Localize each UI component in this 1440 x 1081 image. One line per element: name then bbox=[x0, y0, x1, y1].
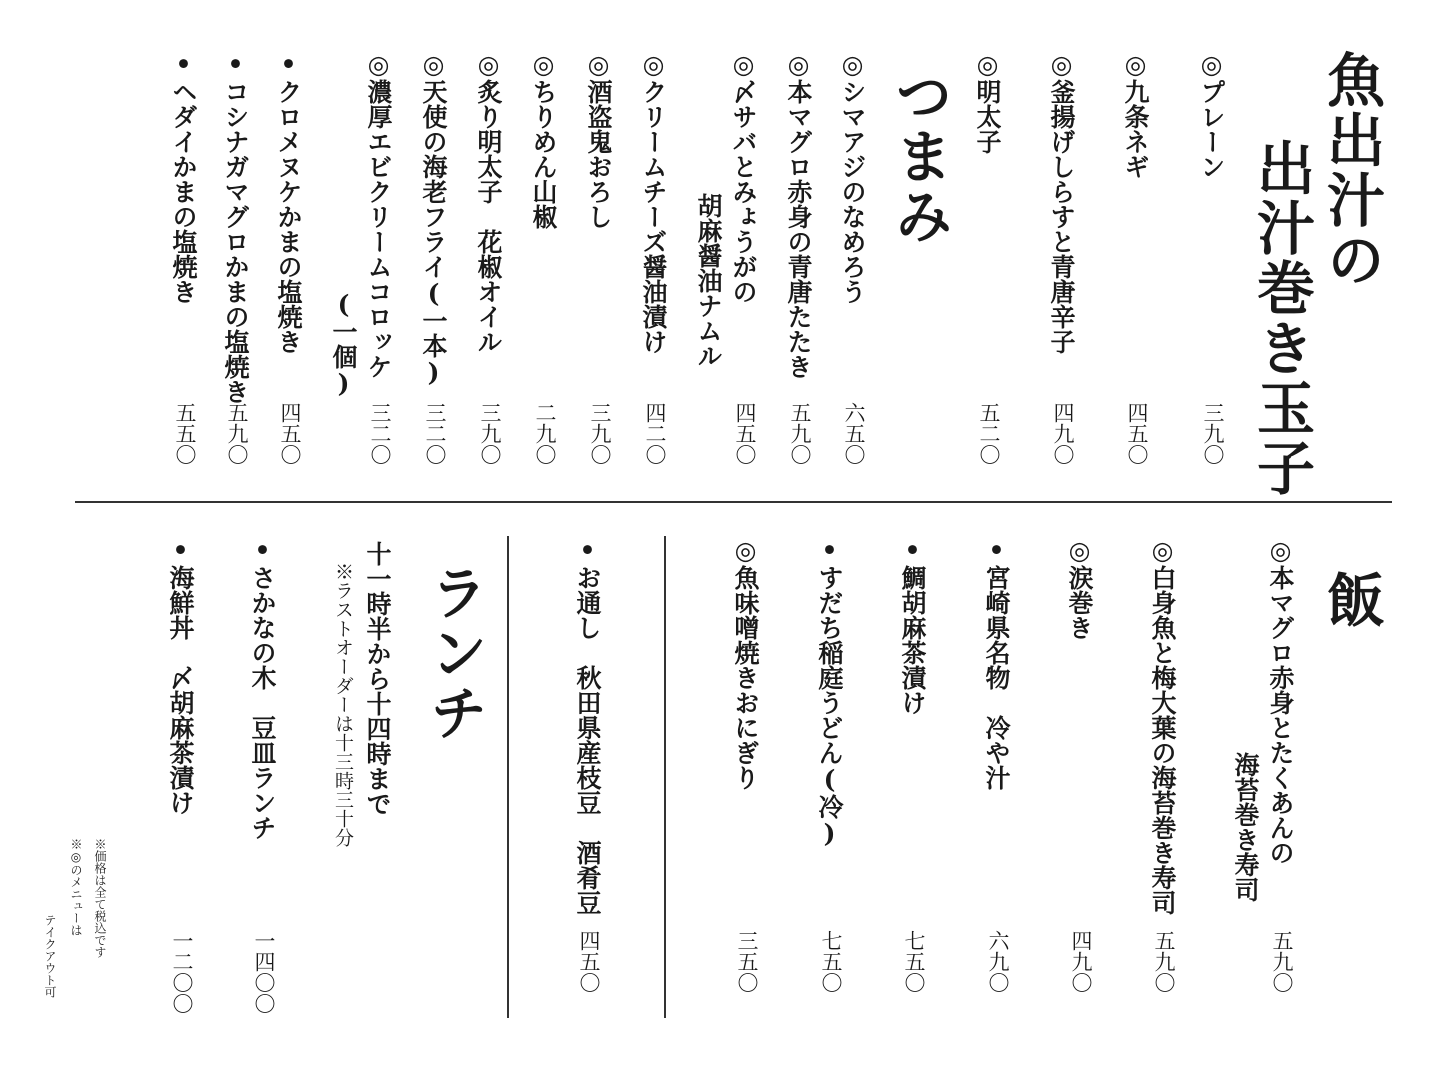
section-title-lunch: ランチ bbox=[420, 563, 488, 743]
vertical-divider-left bbox=[507, 536, 509, 1018]
price-meshi-4: 六九〇 bbox=[986, 930, 1010, 993]
menu-item-tsumami-10: •クロメヌケかまの塩焼き bbox=[274, 50, 303, 354]
section-title-meshi: 飯 bbox=[1317, 570, 1385, 630]
horizontal-divider bbox=[75, 501, 1392, 503]
menu-item-tsumami-1: ◎シマアジのなめろう bbox=[838, 50, 867, 304]
price-tsumami-4: 四二〇 bbox=[643, 402, 667, 465]
price-meshi-7: 三五〇 bbox=[735, 930, 759, 993]
price-tsumami-12: 五五〇 bbox=[173, 402, 197, 465]
menu-item-tsumami-4: ◎クリームチーズ醤油漬け bbox=[639, 50, 668, 354]
price-meshi-1: 五九〇 bbox=[1270, 930, 1294, 993]
price-tsumami-10: 四五〇 bbox=[278, 402, 302, 465]
price-tsumami-11: 五九〇 bbox=[225, 402, 249, 465]
menu-item-tamago-mentaiko: ◎明太子 bbox=[973, 50, 1002, 154]
price-lunch-1: 一四〇〇 bbox=[252, 930, 276, 1014]
menu-item-tsumami-7: ◎炙り明太子 花椒オイル bbox=[474, 50, 503, 354]
price-tsumami-1: 六五〇 bbox=[842, 402, 866, 465]
note-takeout-line2: テイクアウト可 bbox=[43, 914, 57, 998]
price-tamago-plain: 三九〇 bbox=[1201, 402, 1225, 465]
price-tsumami-8: 三二〇 bbox=[423, 402, 447, 465]
price-tamago-shirasu: 四九〇 bbox=[1051, 402, 1075, 465]
menu-item-meshi-6: •すだち稲庭うどん(冷) bbox=[815, 536, 844, 848]
price-tsumami-6: 二九〇 bbox=[533, 402, 557, 465]
price-tsumami-3: 四五〇 bbox=[733, 402, 757, 465]
section-title-tsumami: つまみ bbox=[885, 66, 953, 246]
menu-item-tsumami-11: •コシナガマグロかまの塩焼き bbox=[221, 50, 250, 404]
price-lunch-2: 一二〇〇 bbox=[170, 930, 194, 1014]
menu-item-meshi-2: ◎白身魚と梅大葉の海苔巻き寿司 bbox=[1148, 536, 1177, 915]
note-tax-included: ※価格は全て税込です bbox=[93, 838, 107, 958]
price-meshi-3: 四九〇 bbox=[1069, 930, 1093, 993]
menu-item-tsumami-9: ◎濃厚エビクリームコロッケ bbox=[364, 50, 393, 379]
menu-item-meshi-5: •鯛胡麻茶漬け bbox=[898, 536, 927, 715]
menu-item-lunch-2: •海鮮丼 〆胡麻茶漬け bbox=[166, 536, 195, 815]
price-tsumami-9: 三二〇 bbox=[368, 402, 392, 465]
menu-item-meshi-1: ◎本マグロ赤身とたくあんの bbox=[1266, 536, 1295, 865]
menu-item-otoshi: •お通し 秋田県産枝豆 酒肴豆 bbox=[573, 536, 602, 915]
menu-item-lunch-1: •さかなの木 豆皿ランチ bbox=[248, 536, 277, 840]
price-tsumami-2: 五九〇 bbox=[788, 402, 812, 465]
menu-item-tsumami-5: ◎酒盗鬼おろし bbox=[584, 50, 613, 229]
price-tsumami-5: 三九〇 bbox=[588, 402, 612, 465]
menu-item-tsumami-6: ◎ちりめん山椒 bbox=[529, 50, 558, 229]
price-tamago-mentaiko: 五二〇 bbox=[977, 402, 1001, 465]
menu-item-tsumami-8: ◎天使の海老フライ(一本) bbox=[419, 50, 448, 387]
vertical-divider-right bbox=[664, 536, 666, 1018]
section-title-tamago-line2: 出汁巻き玉子 bbox=[1247, 138, 1315, 498]
menu-item-tsumami-3: ◎〆サバとみょうがの bbox=[729, 50, 758, 304]
menu-item-meshi-3: ◎涙巻き bbox=[1065, 536, 1094, 640]
menu-item-meshi-1-line2: 海苔巻き寿司 bbox=[1231, 752, 1260, 902]
menu-item-tsumami-3-line2: 胡麻醤油ナムル bbox=[694, 193, 723, 368]
price-meshi-2: 五九〇 bbox=[1152, 930, 1176, 993]
price-tsumami-7: 三九〇 bbox=[478, 402, 502, 465]
menu-item-tamago-plain: ◎プレーン bbox=[1197, 50, 1226, 179]
menu-item-meshi-7: ◎魚味噌焼きおにぎり bbox=[731, 536, 760, 790]
lunch-last-order: ※ラストオーダーは十三時三十分 bbox=[332, 562, 354, 847]
price-meshi-6: 七五〇 bbox=[819, 930, 843, 993]
menu-item-tsumami-9-line2: (一個) bbox=[329, 290, 358, 398]
price-tamago-kujo-negi: 四五〇 bbox=[1125, 402, 1149, 465]
menu-item-meshi-4: •宮崎県名物 冷や汁 bbox=[982, 536, 1011, 790]
menu-item-tsumami-12: •ヘダイかまの塩焼き bbox=[169, 50, 198, 304]
note-takeout-line1: ※◎のメニューは bbox=[69, 838, 83, 936]
menu-item-tamago-kujo-negi: ◎九条ネギ bbox=[1121, 50, 1150, 179]
price-otoshi: 四五〇 bbox=[577, 930, 601, 993]
menu-item-tamago-shirasu: ◎釜揚げしらすと青唐辛子 bbox=[1047, 50, 1076, 354]
section-title-tamago-line1: 魚出汁の bbox=[1317, 50, 1385, 290]
lunch-hours: 十一時半から十四時まで bbox=[363, 541, 392, 816]
menu-item-tsumami-2: ◎本マグロ赤身の青唐たたき bbox=[784, 50, 813, 379]
price-meshi-5: 七五〇 bbox=[902, 930, 926, 993]
